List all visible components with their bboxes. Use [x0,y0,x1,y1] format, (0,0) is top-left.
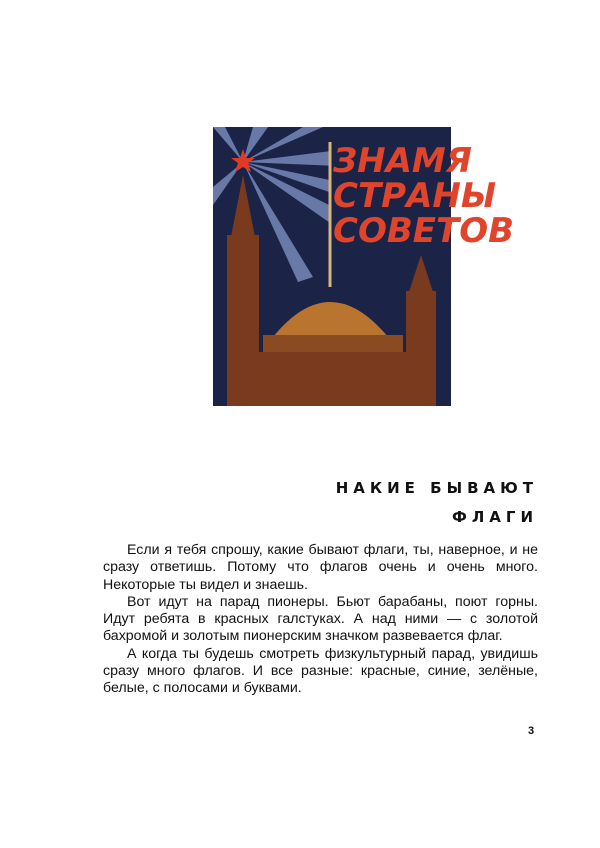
paragraph-2: Вот идут на парад пионеры. Бьют барабаны, поют горны. Идут ребята в красных галстуках. А над ними — с золотой бахромой и золотым пионерским значком развевается флаг. [103,593,538,645]
heading-line-2: ФЛАГИ [451,508,538,526]
title-line-2: СТРАНЫ [333,176,497,216]
page-number: 3 [528,725,535,737]
title-line-3: СОВЕТОВ [333,211,515,251]
paragraph-1: Если я тебя спрошу, какие бывают флаги, ты, наверное, и не сразу ответишь. Потому что флагов очень и очень много. Некоторые ты видел и знаешь. [103,542,538,593]
cover-illustration [213,127,515,406]
kremlin-wall [253,352,418,406]
paragraph-3: А когда ты будешь смотреть физкультурный парад, увидишь сразу много флагов. И все разные: красные, синие, зелёные, белые, с полосами и буквами. [103,645,538,697]
heading-line-1: НАКИЕ БЫВАЮТ [335,479,538,497]
kremlin-illustration [213,127,515,406]
illustration-title [332,141,514,251]
title-line-1: ЗНАМЯ [333,141,472,181]
body-text [103,542,538,698]
section-heading [336,474,538,532]
